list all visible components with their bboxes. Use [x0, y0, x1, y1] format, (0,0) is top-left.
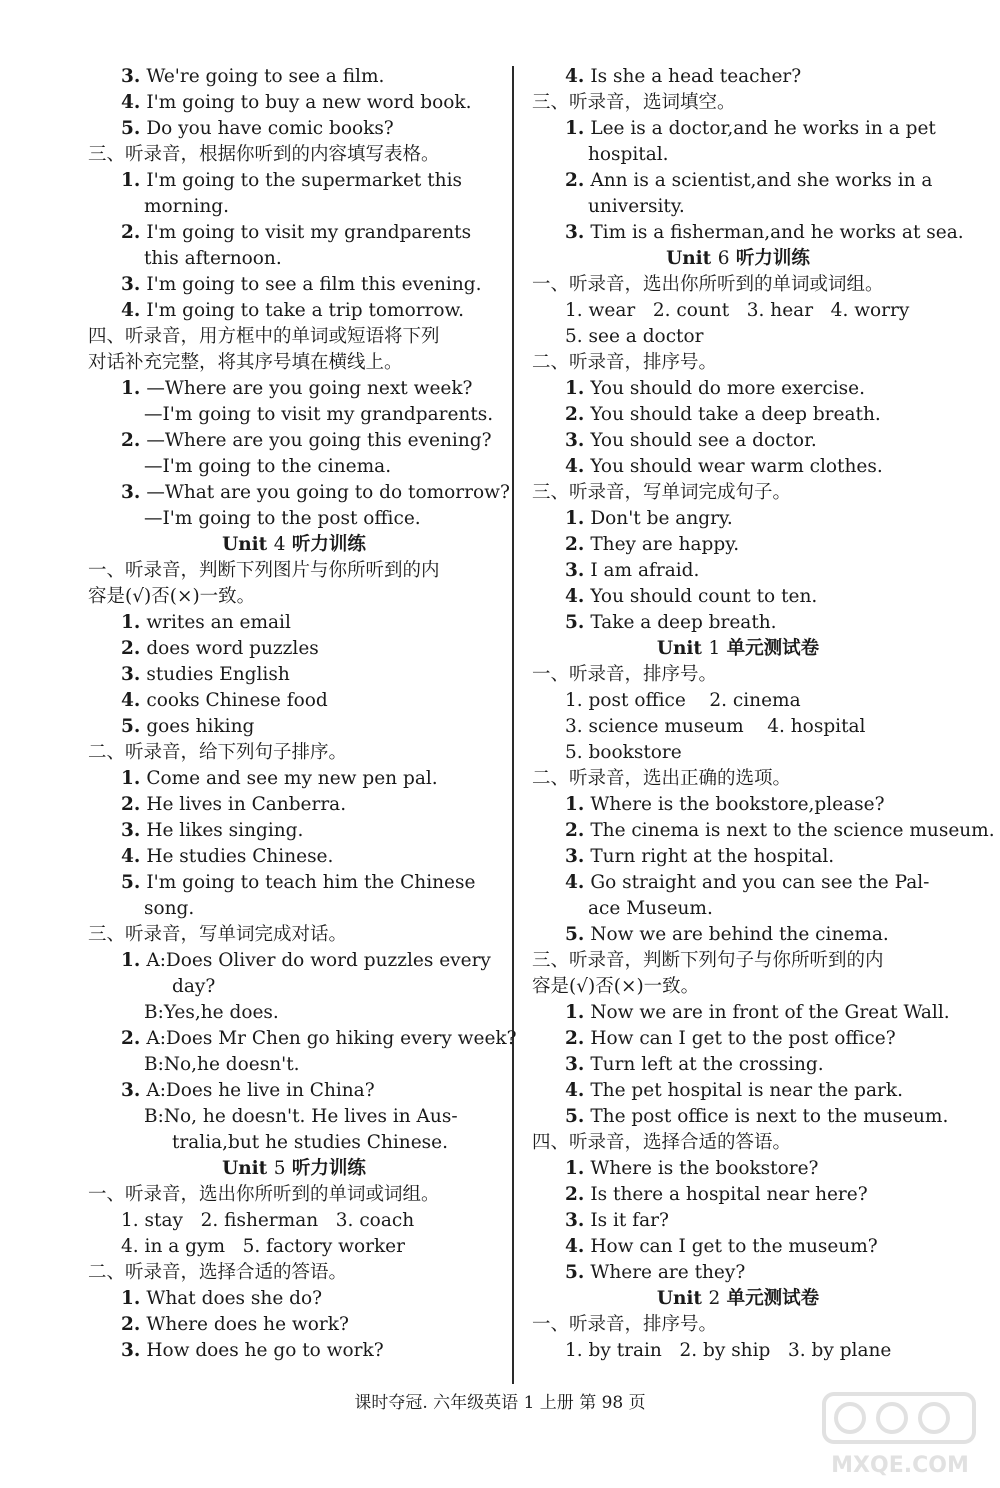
item-text: He likes singing.	[146, 820, 304, 841]
answer-item	[88, 1026, 517, 1052]
item-text: I'm going to buy a new word book.	[146, 92, 472, 113]
watermark-text: MXQE.COM	[831, 1453, 969, 1478]
item-text: Don't be angry.	[590, 508, 733, 529]
answer-item	[532, 428, 944, 454]
section-heading: 二、听录音，选出正确的选项。	[532, 768, 792, 789]
item-number: 4.	[565, 1080, 585, 1101]
answer-item	[88, 1338, 500, 1364]
item-text: —Where are you going this evening?	[146, 430, 492, 451]
answer-continuation: morning.	[144, 196, 229, 217]
section-heading: 二、听录音，排序号。	[532, 352, 718, 373]
item-number: 2.	[121, 222, 141, 243]
answer-item	[88, 168, 500, 194]
unit-subtitle: 单元测试卷	[726, 638, 820, 659]
answer-item	[88, 870, 500, 896]
item-text: writes an email	[146, 612, 291, 633]
item-text: Turn right at the hospital.	[590, 846, 835, 867]
item-number: 5.	[565, 1262, 585, 1283]
item-text: The cinema is next to the science museum.	[590, 820, 995, 841]
page-footer: 课时夺冠. 六年级英语 1 上册 第 98 页	[354, 1393, 646, 1413]
item-number: 3.	[565, 430, 585, 451]
answer-item	[88, 220, 500, 246]
answer-item	[532, 1000, 950, 1026]
answer-item	[88, 480, 510, 506]
item-text: —Where are you going next week?	[146, 378, 473, 399]
item-text: A:Does Mr Chen go hiking every week?	[146, 1028, 517, 1049]
answer-item	[88, 428, 500, 454]
answer-item	[532, 610, 944, 636]
item-text: I'm going to visit my grandparents	[146, 222, 472, 243]
item-text: Tim is a fisherman,and he works at sea.	[590, 222, 964, 243]
item-text: I'm going to see a film this evening.	[146, 274, 482, 295]
item-number: 1.	[121, 378, 141, 399]
answer-item	[88, 792, 500, 818]
item-text: Where is the bookstore,please?	[590, 794, 885, 815]
item-number: 1.	[565, 794, 585, 815]
left-column	[88, 64, 517, 1364]
item-text: studies English	[146, 664, 290, 685]
answer-item	[88, 714, 500, 740]
unit-title	[88, 1156, 500, 1182]
item-text: Where is the bookstore?	[590, 1158, 819, 1179]
item-text: I'm going to teach him the Chinese	[146, 872, 476, 893]
answer-line: 1. stay 2. fisherman 3. coach	[121, 1210, 415, 1231]
item-text: Come and see my new pen pal.	[146, 768, 438, 789]
answer-item	[88, 844, 500, 870]
answer-line: 1. post office 2. cinema	[565, 690, 801, 711]
item-number: 3.	[565, 222, 585, 243]
section-heading: 三、听录音，根据你听到的内容填写表格。	[88, 144, 440, 165]
answer-item	[532, 1078, 944, 1104]
item-number: 3.	[121, 1080, 141, 1101]
answer-line: 5. bookstore	[565, 742, 682, 763]
answer-continuation: university.	[588, 196, 685, 217]
section-heading: 四、听录音，选择合适的答语。	[532, 1132, 792, 1153]
item-number: 1.	[565, 1158, 585, 1179]
item-text: He studies Chinese.	[146, 846, 334, 867]
unit-label: Unit	[666, 248, 712, 269]
answer-continuation: —I'm going to the post office.	[144, 508, 421, 529]
section-heading: 四、听录音，用方框中的单词或短语将下列	[88, 326, 440, 347]
right-column	[532, 64, 995, 1364]
item-text: Where does he work?	[146, 1314, 349, 1335]
answer-item	[532, 844, 944, 870]
item-number: 2.	[121, 638, 141, 659]
unit-number: 4	[273, 534, 286, 555]
item-text: We're going to see a film.	[146, 66, 385, 87]
item-text: The post office is next to the museum.	[590, 1106, 949, 1127]
item-text: I am afraid.	[590, 560, 700, 581]
item-number: 2.	[121, 1314, 141, 1335]
section-heading: 一、听录音，判断下列图片与你所听到的内	[88, 560, 440, 581]
answer-item	[88, 1312, 500, 1338]
item-number: 5.	[121, 872, 141, 893]
answer-item	[532, 818, 995, 844]
answer-item	[532, 922, 944, 948]
answer-item	[88, 116, 500, 142]
item-text: Is she a head teacher?	[590, 66, 802, 87]
unit-title	[532, 246, 944, 272]
item-number: 2.	[565, 820, 585, 841]
item-number: 1.	[565, 378, 585, 399]
answer-item	[88, 90, 500, 116]
item-text: Turn left at the crossing.	[590, 1054, 824, 1075]
item-number: 3.	[121, 66, 141, 87]
item-text: You should do more exercise.	[590, 378, 865, 399]
answer-item	[532, 1156, 944, 1182]
item-number: 2.	[121, 1028, 141, 1049]
item-text: The pet hospital is near the park.	[590, 1080, 903, 1101]
section-heading: 三、听录音，选词填空。	[532, 92, 736, 113]
item-number: 3.	[121, 482, 141, 503]
answer-item	[532, 402, 944, 428]
answer-item	[88, 948, 500, 974]
item-number: 3.	[121, 274, 141, 295]
answer-item	[88, 688, 500, 714]
item-text: They are happy.	[590, 534, 740, 555]
answer-item	[532, 168, 944, 194]
answer-item	[88, 272, 500, 298]
answer-item	[532, 64, 944, 90]
item-text: Is there a hospital near here?	[590, 1184, 868, 1205]
answer-item	[532, 506, 944, 532]
answer-item	[88, 766, 500, 792]
section-heading: 容是(√)否(×)一致。	[532, 976, 700, 997]
item-text: cooks Chinese food	[146, 690, 328, 711]
item-number: 4.	[121, 300, 141, 321]
answer-continuation: —I'm going to visit my grandparents.	[144, 404, 494, 425]
answer-item	[88, 818, 500, 844]
unit-title	[532, 636, 944, 662]
item-number: 5.	[121, 716, 141, 737]
answer-item	[532, 376, 944, 402]
answer-continuation: day?	[172, 976, 216, 997]
item-text: How can I get to the post office?	[590, 1028, 896, 1049]
item-number: 2.	[565, 170, 585, 191]
answer-item	[532, 870, 944, 896]
item-number: 3.	[565, 1210, 585, 1231]
item-text: You should take a deep breath.	[590, 404, 881, 425]
answer-item	[532, 1052, 944, 1078]
answer-item	[88, 1078, 500, 1104]
item-number: 3.	[121, 1340, 141, 1361]
item-text: A:Does Oliver do word puzzles every	[146, 950, 491, 971]
item-number: 2.	[565, 1184, 585, 1205]
unit-number: 2	[708, 1288, 721, 1309]
answer-item	[532, 1182, 944, 1208]
item-text: A:Does he live in China?	[146, 1080, 375, 1101]
unit-subtitle: 听力训练	[291, 534, 366, 555]
item-text: Where are they?	[590, 1262, 746, 1283]
item-number: 5.	[121, 118, 141, 139]
item-number: 4.	[565, 456, 585, 477]
item-number: 3.	[565, 1054, 585, 1075]
section-heading: 三、听录音，写单词完成对话。	[88, 924, 348, 945]
answer-continuation: tralia,but he studies Chinese.	[172, 1132, 448, 1153]
answer-line: 3. science museum 4. hospital	[565, 716, 866, 737]
unit-subtitle: 单元测试卷	[726, 1288, 820, 1309]
item-number: 2.	[565, 1028, 585, 1049]
item-text: Is it far?	[590, 1210, 669, 1231]
item-number: 1.	[121, 768, 141, 789]
item-number: 5.	[565, 1106, 585, 1127]
item-number: 4.	[565, 66, 585, 87]
answer-item	[532, 584, 944, 610]
section-heading: 容是(√)否(×)一致。	[88, 586, 256, 607]
item-text: How does he go to work?	[146, 1340, 384, 1361]
answer-continuation: B:No,he doesn't.	[144, 1054, 300, 1075]
answer-line: 1. wear 2. count 3. hear 4. worry	[565, 300, 910, 321]
answer-continuation: —I'm going to the cinema.	[144, 456, 392, 477]
item-number: 2.	[565, 534, 585, 555]
answer-item	[88, 298, 500, 324]
item-text: You should see a doctor.	[590, 430, 817, 451]
answer-item	[88, 1286, 500, 1312]
item-number: 1.	[121, 170, 141, 191]
item-text: He lives in Canberra.	[146, 794, 347, 815]
answer-line: 1. by train 2. by ship 3. by plane	[565, 1340, 892, 1361]
answer-item	[88, 64, 500, 90]
item-number: 3.	[121, 664, 141, 685]
item-number: 3.	[565, 846, 585, 867]
unit-label: Unit	[656, 638, 702, 659]
item-text: Go straight and you can see the Pal-	[590, 872, 930, 893]
unit-subtitle: 听力训练	[291, 1158, 366, 1179]
watermark-logo-icon	[820, 1388, 980, 1480]
item-text: I'm going to the supermarket this	[146, 170, 463, 191]
unit-label: Unit	[656, 1288, 702, 1309]
item-text: Ann is a scientist,and she works in a	[590, 170, 933, 191]
unit-label: Unit	[222, 1158, 268, 1179]
item-number: 4.	[121, 92, 141, 113]
answer-item	[532, 1234, 944, 1260]
section-heading: 一、听录音，选出你所听到的单词或词组。	[532, 274, 884, 295]
answer-continuation: ace Museum.	[588, 898, 713, 919]
answer-item	[88, 376, 500, 402]
item-number: 1.	[121, 1288, 141, 1309]
item-number: 1.	[565, 508, 585, 529]
unit-number: 6	[717, 248, 730, 269]
item-text: I'm going to take a trip tomorrow.	[146, 300, 465, 321]
item-text: Take a deep breath.	[590, 612, 777, 633]
item-text: You should count to ten.	[590, 586, 818, 607]
answer-item	[532, 1208, 944, 1234]
unit-label: Unit	[222, 534, 268, 555]
section-heading: 一、听录音，选出你所听到的单词或词组。	[88, 1184, 440, 1205]
item-number: 1.	[121, 950, 141, 971]
answer-item	[532, 454, 944, 480]
item-number: 1.	[565, 1002, 585, 1023]
answer-item	[532, 532, 944, 558]
section-heading: 对话补充完整，将其序号填在横线上。	[88, 352, 403, 373]
section-heading: 一、听录音，排序号。	[532, 664, 718, 685]
item-number: 2.	[121, 794, 141, 815]
answer-line: 4. in a gym 5. factory worker	[121, 1236, 405, 1257]
answer-item	[88, 636, 500, 662]
item-text: goes hiking	[146, 716, 255, 737]
item-text: —What are you going to do tomorrow?	[146, 482, 510, 503]
item-text: What does she do?	[146, 1288, 323, 1309]
unit-title	[532, 1286, 944, 1312]
item-number: 4.	[565, 872, 585, 893]
unit-number: 5	[273, 1158, 286, 1179]
item-text: Now we are in front of the Great Wall.	[590, 1002, 950, 1023]
item-number: 2.	[565, 404, 585, 425]
answer-item	[88, 662, 500, 688]
section-heading: 三、听录音，判断下列句子与你所听到的内	[532, 950, 884, 971]
answer-continuation: song.	[144, 898, 195, 919]
answer-item	[532, 116, 944, 142]
item-number: 4.	[565, 586, 585, 607]
answer-continuation: hospital.	[588, 144, 669, 165]
answer-item	[532, 1026, 944, 1052]
answer-item	[532, 1104, 949, 1130]
answer-line: 5. see a doctor	[565, 326, 704, 347]
item-number: 1.	[565, 118, 585, 139]
unit-title	[88, 532, 500, 558]
item-number: 3.	[565, 560, 585, 581]
section-heading: 一、听录音，排序号。	[532, 1314, 718, 1335]
unit-subtitle: 听力训练	[735, 248, 810, 269]
item-number: 5.	[565, 924, 585, 945]
item-number: 4.	[121, 846, 141, 867]
item-number: 1.	[121, 612, 141, 633]
item-text: You should wear warm clothes.	[590, 456, 883, 477]
item-text: How can I get to the museum?	[590, 1236, 878, 1257]
answer-continuation: B:No, he doesn't. He lives in Aus-	[144, 1106, 458, 1127]
section-heading: 二、听录音，给下列句子排序。	[88, 742, 348, 763]
section-heading: 二、听录音，选择合适的答语。	[88, 1262, 348, 1283]
item-number: 3.	[121, 820, 141, 841]
answer-item	[532, 558, 944, 584]
item-number: 5.	[565, 612, 585, 633]
item-text: Now we are behind the cinema.	[590, 924, 889, 945]
answer-continuation: B:Yes,he does.	[144, 1002, 279, 1023]
item-text: Lee is a doctor,and he works in a pet	[590, 118, 936, 139]
answer-item	[88, 610, 500, 636]
answer-item	[532, 792, 944, 818]
item-text: Do you have comic books?	[146, 118, 394, 139]
unit-number: 1	[708, 638, 721, 659]
item-number: 4.	[565, 1236, 585, 1257]
answer-continuation: this afternoon.	[144, 248, 282, 269]
section-heading: 三、听录音，写单词完成句子。	[532, 482, 792, 503]
answer-item	[532, 220, 964, 246]
item-number: 4.	[121, 690, 141, 711]
answer-item	[532, 1260, 944, 1286]
item-number: 2.	[121, 430, 141, 451]
column-divider	[512, 66, 514, 1384]
item-text: does word puzzles	[146, 638, 319, 659]
